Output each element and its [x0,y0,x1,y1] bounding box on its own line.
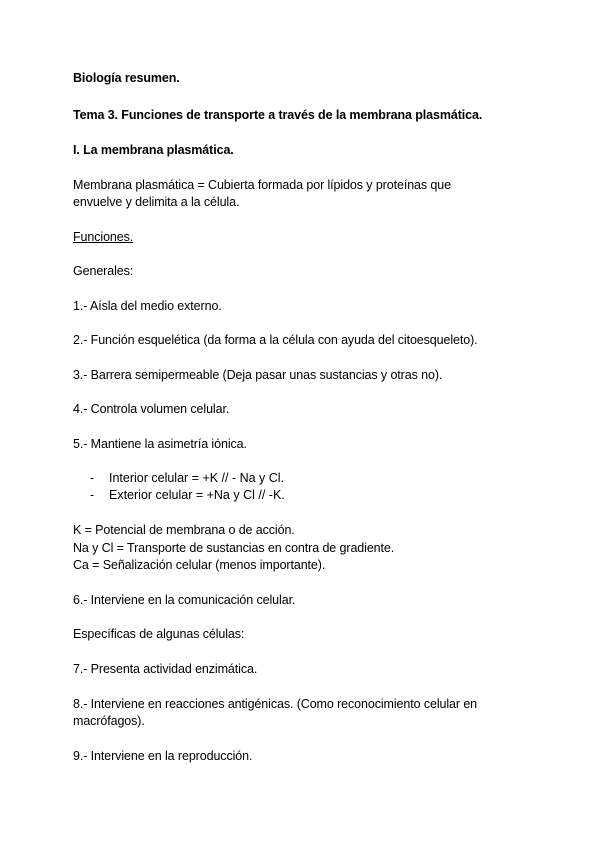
bullet-exterior: Exterior celular = +Na y Cl // -K. [109,488,285,502]
list-item-8-line-1: 8.- Interviene en reacciones antigénicas. (Como reconocimiento celular en [73,697,478,711]
definition-line-1: Membrana plasmática = Cubierta formada por lípidos y proteínas que [73,178,451,192]
bullet-dash: - [90,488,95,502]
definition-line-2: envuelve y delimita a la célula. [73,195,240,209]
specific-label: Específicas de algunas células: [73,627,245,641]
list-item-2: 2.- Función esquelética (da forma a la célula con ayuda del citoesqueleto). [73,333,478,347]
list-item-3: 3.- Barrera semipermeable (Deja pasar unas sustancias y otras no). [73,368,443,382]
functions-heading: Funciones. [73,230,134,244]
list-item-9: 9.- Interviene en la reproducción. [73,749,253,763]
list-item-5: 5.- Mantiene la asimetría iónica. [73,437,247,451]
bullet-interior: Interior celular = +K // - Na y Cl. [109,471,285,485]
topic-heading: Tema 3. Funciones de transporte a través de la membrana plasmática. [73,108,483,122]
potassium-line: K = Potencial de membrana o de acción. [73,523,295,537]
list-item-4: 4.- Controla volumen celular. [73,402,230,416]
document-title: Biología resumen. [73,71,180,85]
calcium-line: Ca = Señalización celular (menos importante). [73,558,326,572]
list-item-1: 1.- Aísla del medio externo. [73,299,222,313]
list-item-7: 7.- Presenta actividad enzimática. [73,662,258,676]
section-heading: I. La membrana plasmática. [73,143,234,157]
sodium-chloride-line: Na y Cl = Transporte de sustancias en contra de gradiente. [73,541,395,555]
list-item-6: 6.- Interviene en la comunicación celular. [73,593,296,607]
list-item-8-line-2: macrófagos). [73,714,145,728]
bullet-dash: - [90,471,95,485]
general-label: Generales: [73,264,134,278]
